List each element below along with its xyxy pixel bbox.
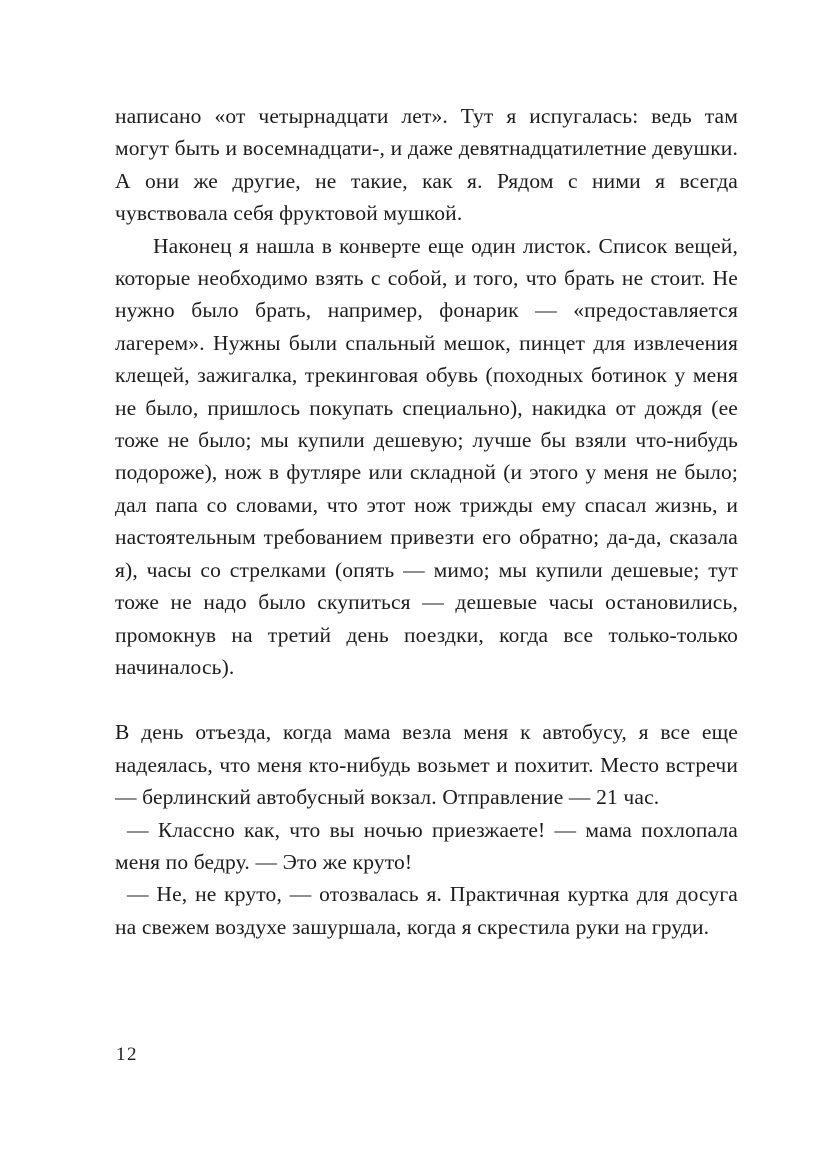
paragraph-dialogue-mom: — Классно как, что вы ночью приезжаете! — мама похлопала меня по бедру. — Это же круто!: [115, 817, 738, 874]
paragraph-packing-list: Наконец я нашла в конверте еще один листок. Список вещей, которые необходимо взять с собой, и того, что брать не стоит. Не нужно было брать, например, фонарик — «предоставляется лагерем». Нужны были спальный мешок, пинцет для извлечения клещей, зажигалка, трекинговая обувь (походных ботинок у меня не было, пришлось покупать специально), накидка от дождя (ее тоже не было; мы купили дешевую; лучше бы взяли что-нибудь подороже), нож в футляре или складной (и этого у меня не было; дал папа со словами, что этот нож трижды ему спасал жизнь, и настоятельным требованием привезти его обратно; да-да, сказала я), часы со стрелками (опять — мимо; мы купили дешевые; тут тоже не надо было скупиться — дешевые часы остановились, промокнув на третий день поездки, когда все только-только начиналось).: [115, 233, 738, 679]
body-text: [115, 100, 738, 943]
paragraph-continuation: написано «от четырнадцати лет». Тут я испугалась: ведь там могут быть и восемнадцати-, и даже девятнадцатилетние девушки. А они же другие, не такие, как я. Рядом с ними я всегда чувствовала себя фруктовой мушкой.: [115, 104, 738, 226]
paragraph-departure: В день отъезда, когда мама везла меня к автобусу, я все еще надеялась, что меня кто-нибудь возьмет и похитит. Место встречи — берлинский автобусный вокзал. Отправление — 21 час.: [115, 720, 738, 810]
paragraph-dialogue-reply: — Не, не круто, — отозвалась я. Практичная куртка для досуга на свежем воздухе зашуршала, когда я скрестила руки на груди.: [115, 882, 738, 939]
page-number: 12: [116, 1044, 138, 1065]
